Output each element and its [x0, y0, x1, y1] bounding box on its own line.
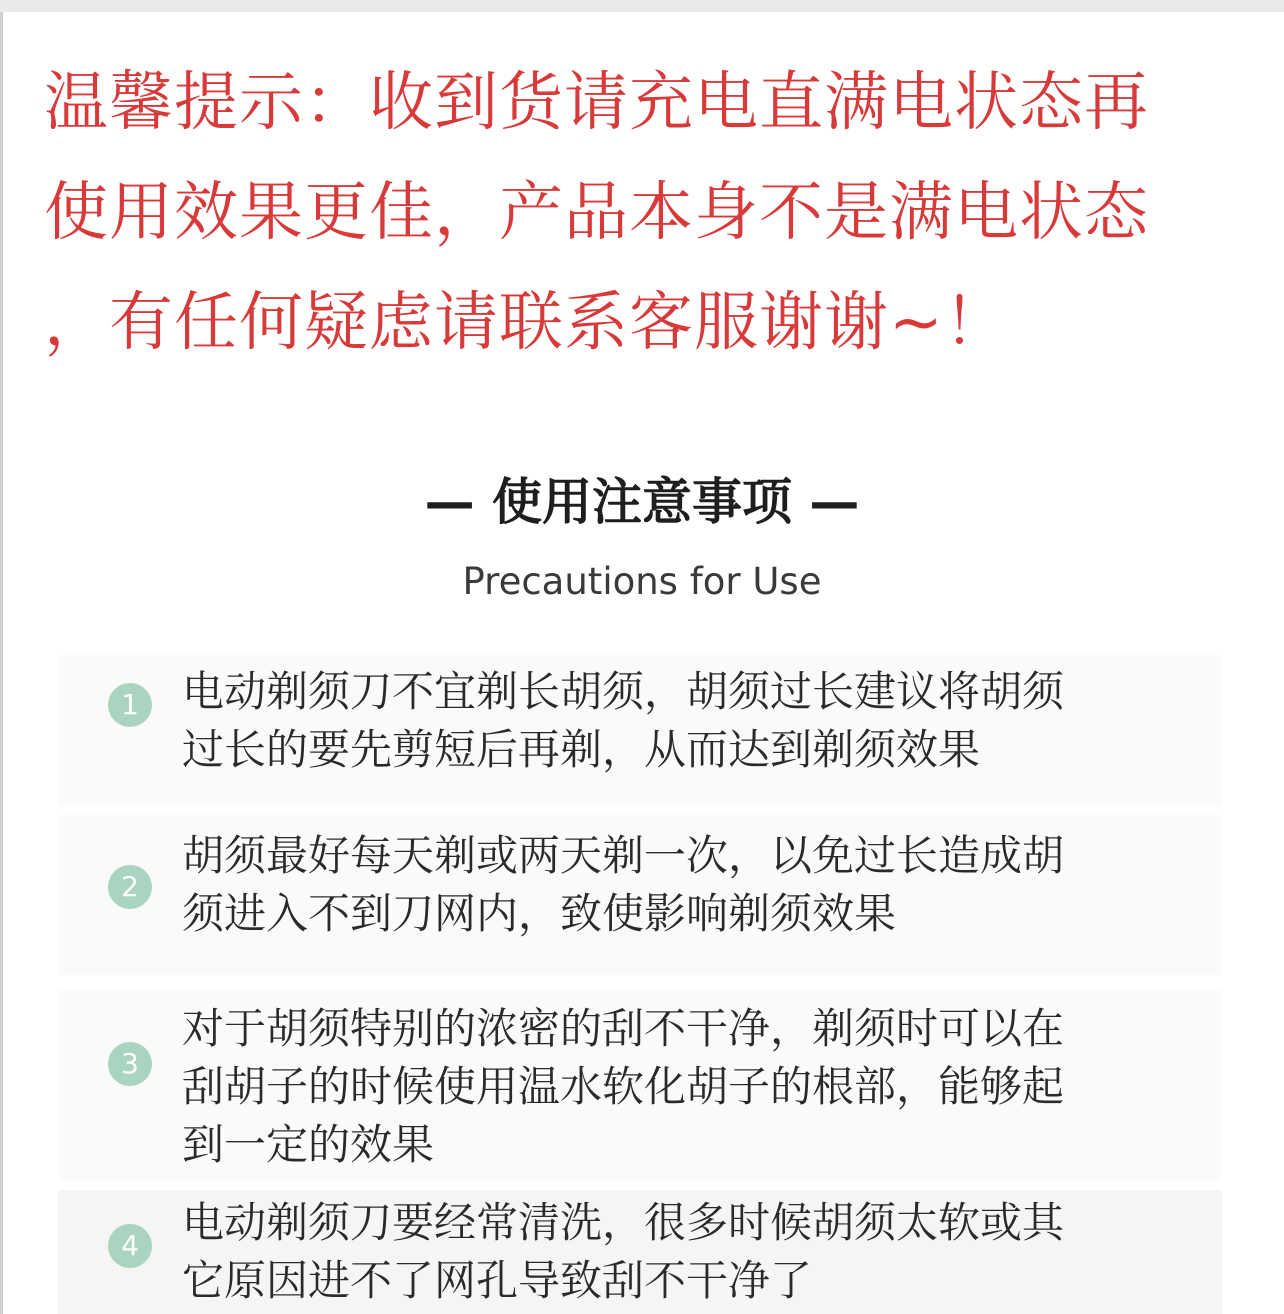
notice-line: ，有任何疑虑请联系客服谢谢~！: [44, 286, 1009, 360]
precaution-text: [182, 1194, 1212, 1310]
precaution-line: 到一定的效果: [182, 1120, 435, 1169]
precaution-line: 电动剃须刀不宜剃长胡须，胡须过长建议将胡须: [182, 667, 1065, 716]
precaution-line: 须进入不到刀网内，致使影响剃须效果: [182, 889, 897, 938]
precaution-text: [182, 827, 1212, 943]
precaution-line: 电动剃须刀要经常清洗，很多时候胡须太软或其: [182, 1198, 1065, 1247]
precaution-item-3: [58, 990, 1222, 1180]
precaution-text: [182, 663, 1212, 779]
top-strip: [0, 0, 1284, 12]
notice-line: 使用效果更佳，产品本身不是满电状态: [44, 176, 1149, 250]
number-badge: 1: [108, 683, 152, 727]
number-badge: 4: [108, 1224, 152, 1268]
precaution-item-2: [58, 815, 1222, 975]
warm-notice: [44, 48, 1224, 378]
number-badge: 2: [108, 865, 152, 909]
precaution-line: 过长的要先剪短后再剃，从而达到剃须效果: [182, 725, 981, 774]
precaution-line: 胡须最好每天剃或两天剃一次，以免过长造成胡: [182, 831, 1065, 880]
notice-line: 温馨提示：收到货请充电直满电状态再: [44, 66, 1149, 140]
left-edge: [0, 12, 3, 1314]
section-title: — 使用注意事项 —: [424, 473, 860, 531]
precaution-item-4: [58, 1190, 1222, 1314]
section-subtitle: Precautions for Use: [462, 560, 822, 603]
precaution-line: 它原因进不了网孔导致刮不干净了: [182, 1256, 813, 1305]
precaution-line: 刮胡子的时候使用温水软化胡子的根部，能够起: [182, 1062, 1065, 1111]
precaution-text: [182, 1000, 1212, 1174]
number-badge: 3: [108, 1042, 152, 1086]
precaution-item-1: [58, 655, 1222, 805]
precaution-line: 对于胡须特别的浓密的刮不干净，剃须时可以在: [182, 1004, 1065, 1053]
